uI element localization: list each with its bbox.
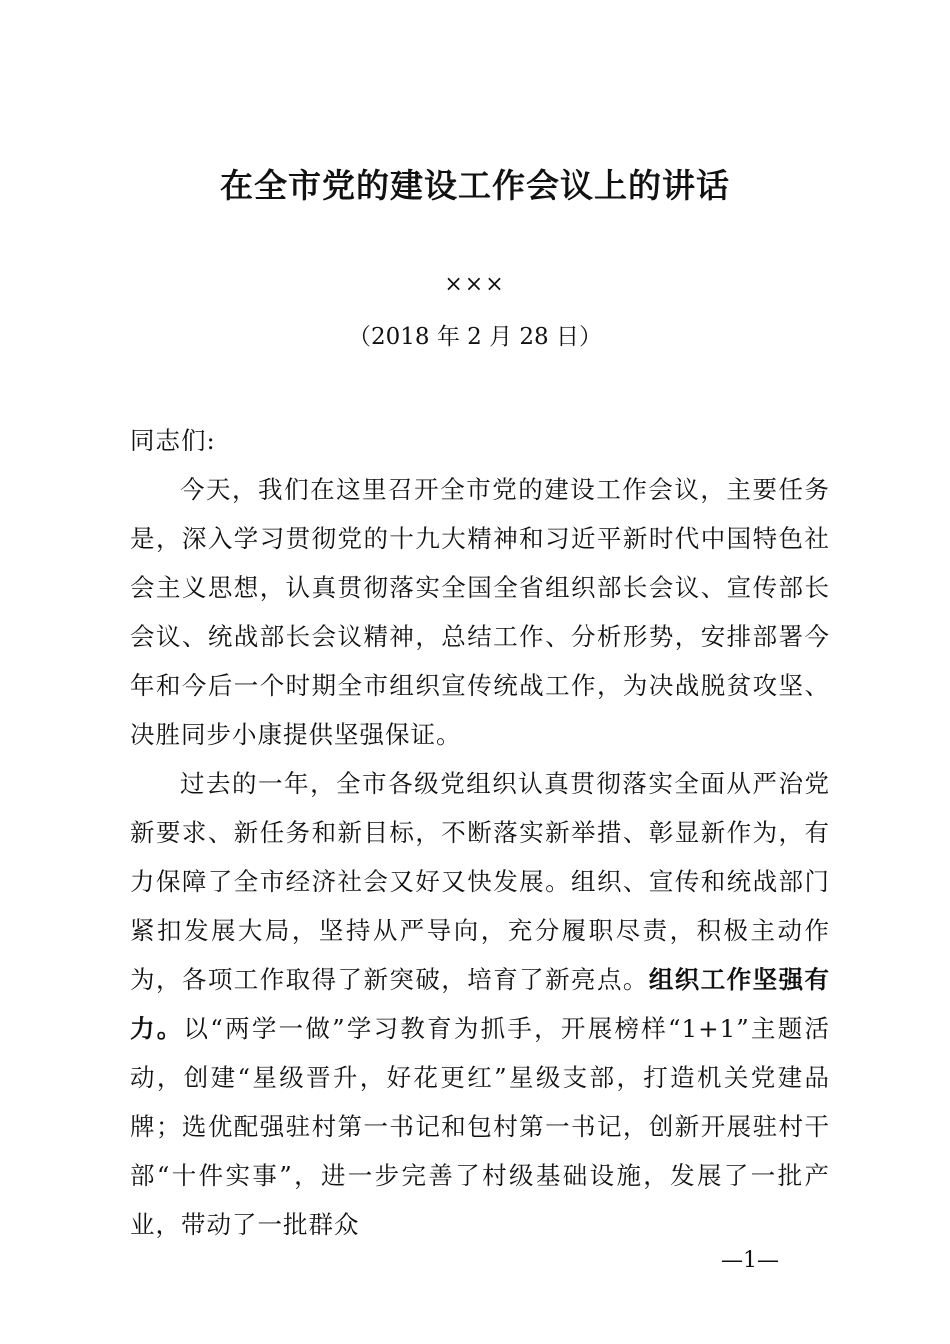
paragraph-1: 今天，我们在这里召开全市党的建设工作会议，主要任务是，深入学习贯彻党的十九大精神和习近平新时代中国特色社会主义思想，认真贯彻落实全国全省组织部长会议、宣传部长会议、统战部长会议精神，总结工作、分析形势，安排部署今年和今后一个时期全市组织宣传统战工作，为决战脱贫攻坚、决胜同步小康提供坚强保证。 bbox=[130, 475, 830, 749]
document-body bbox=[130, 416, 830, 1249]
document-title: 在全市党的建设工作会议上的讲话 bbox=[220, 166, 730, 205]
speech-date: （2018 年 2 月 28 日） bbox=[348, 324, 602, 350]
salutation: 同志们: bbox=[130, 426, 216, 455]
paragraph-2-text-a: 过去的一年，全市各级党组织认真贯彻落实全面从严治党新要求、新任务和新目标，不断落实新举措、彰显新作为，有力保障了全市经济社会又好又快发展。组织、宣传和统战部门紧扣发展大局，坚持从严导向，充分履职尽责，积极主动作为，各项工作取得了新突破，培育了新亮点。 bbox=[130, 769, 830, 994]
paragraph-2 bbox=[130, 759, 830, 1249]
paragraph-2-text-b: 以“两学一做”学习教育为抓手，开展榜样“1+1”主题活动，创建“星级晋升，好花更红”星级支部，打造机关党建品牌；选优配强驻村第一书记和包村第一书记，创新开展驻村干部“十件实事”，进一步完善了村级基础设施，发展了一批产业，带动了一批群众 bbox=[130, 1014, 830, 1239]
paragraph-2-emphasis: 组织工作坚强有力。 bbox=[130, 965, 831, 1043]
page-number: —1— bbox=[721, 1248, 779, 1273]
author-name: ××× bbox=[444, 272, 506, 297]
